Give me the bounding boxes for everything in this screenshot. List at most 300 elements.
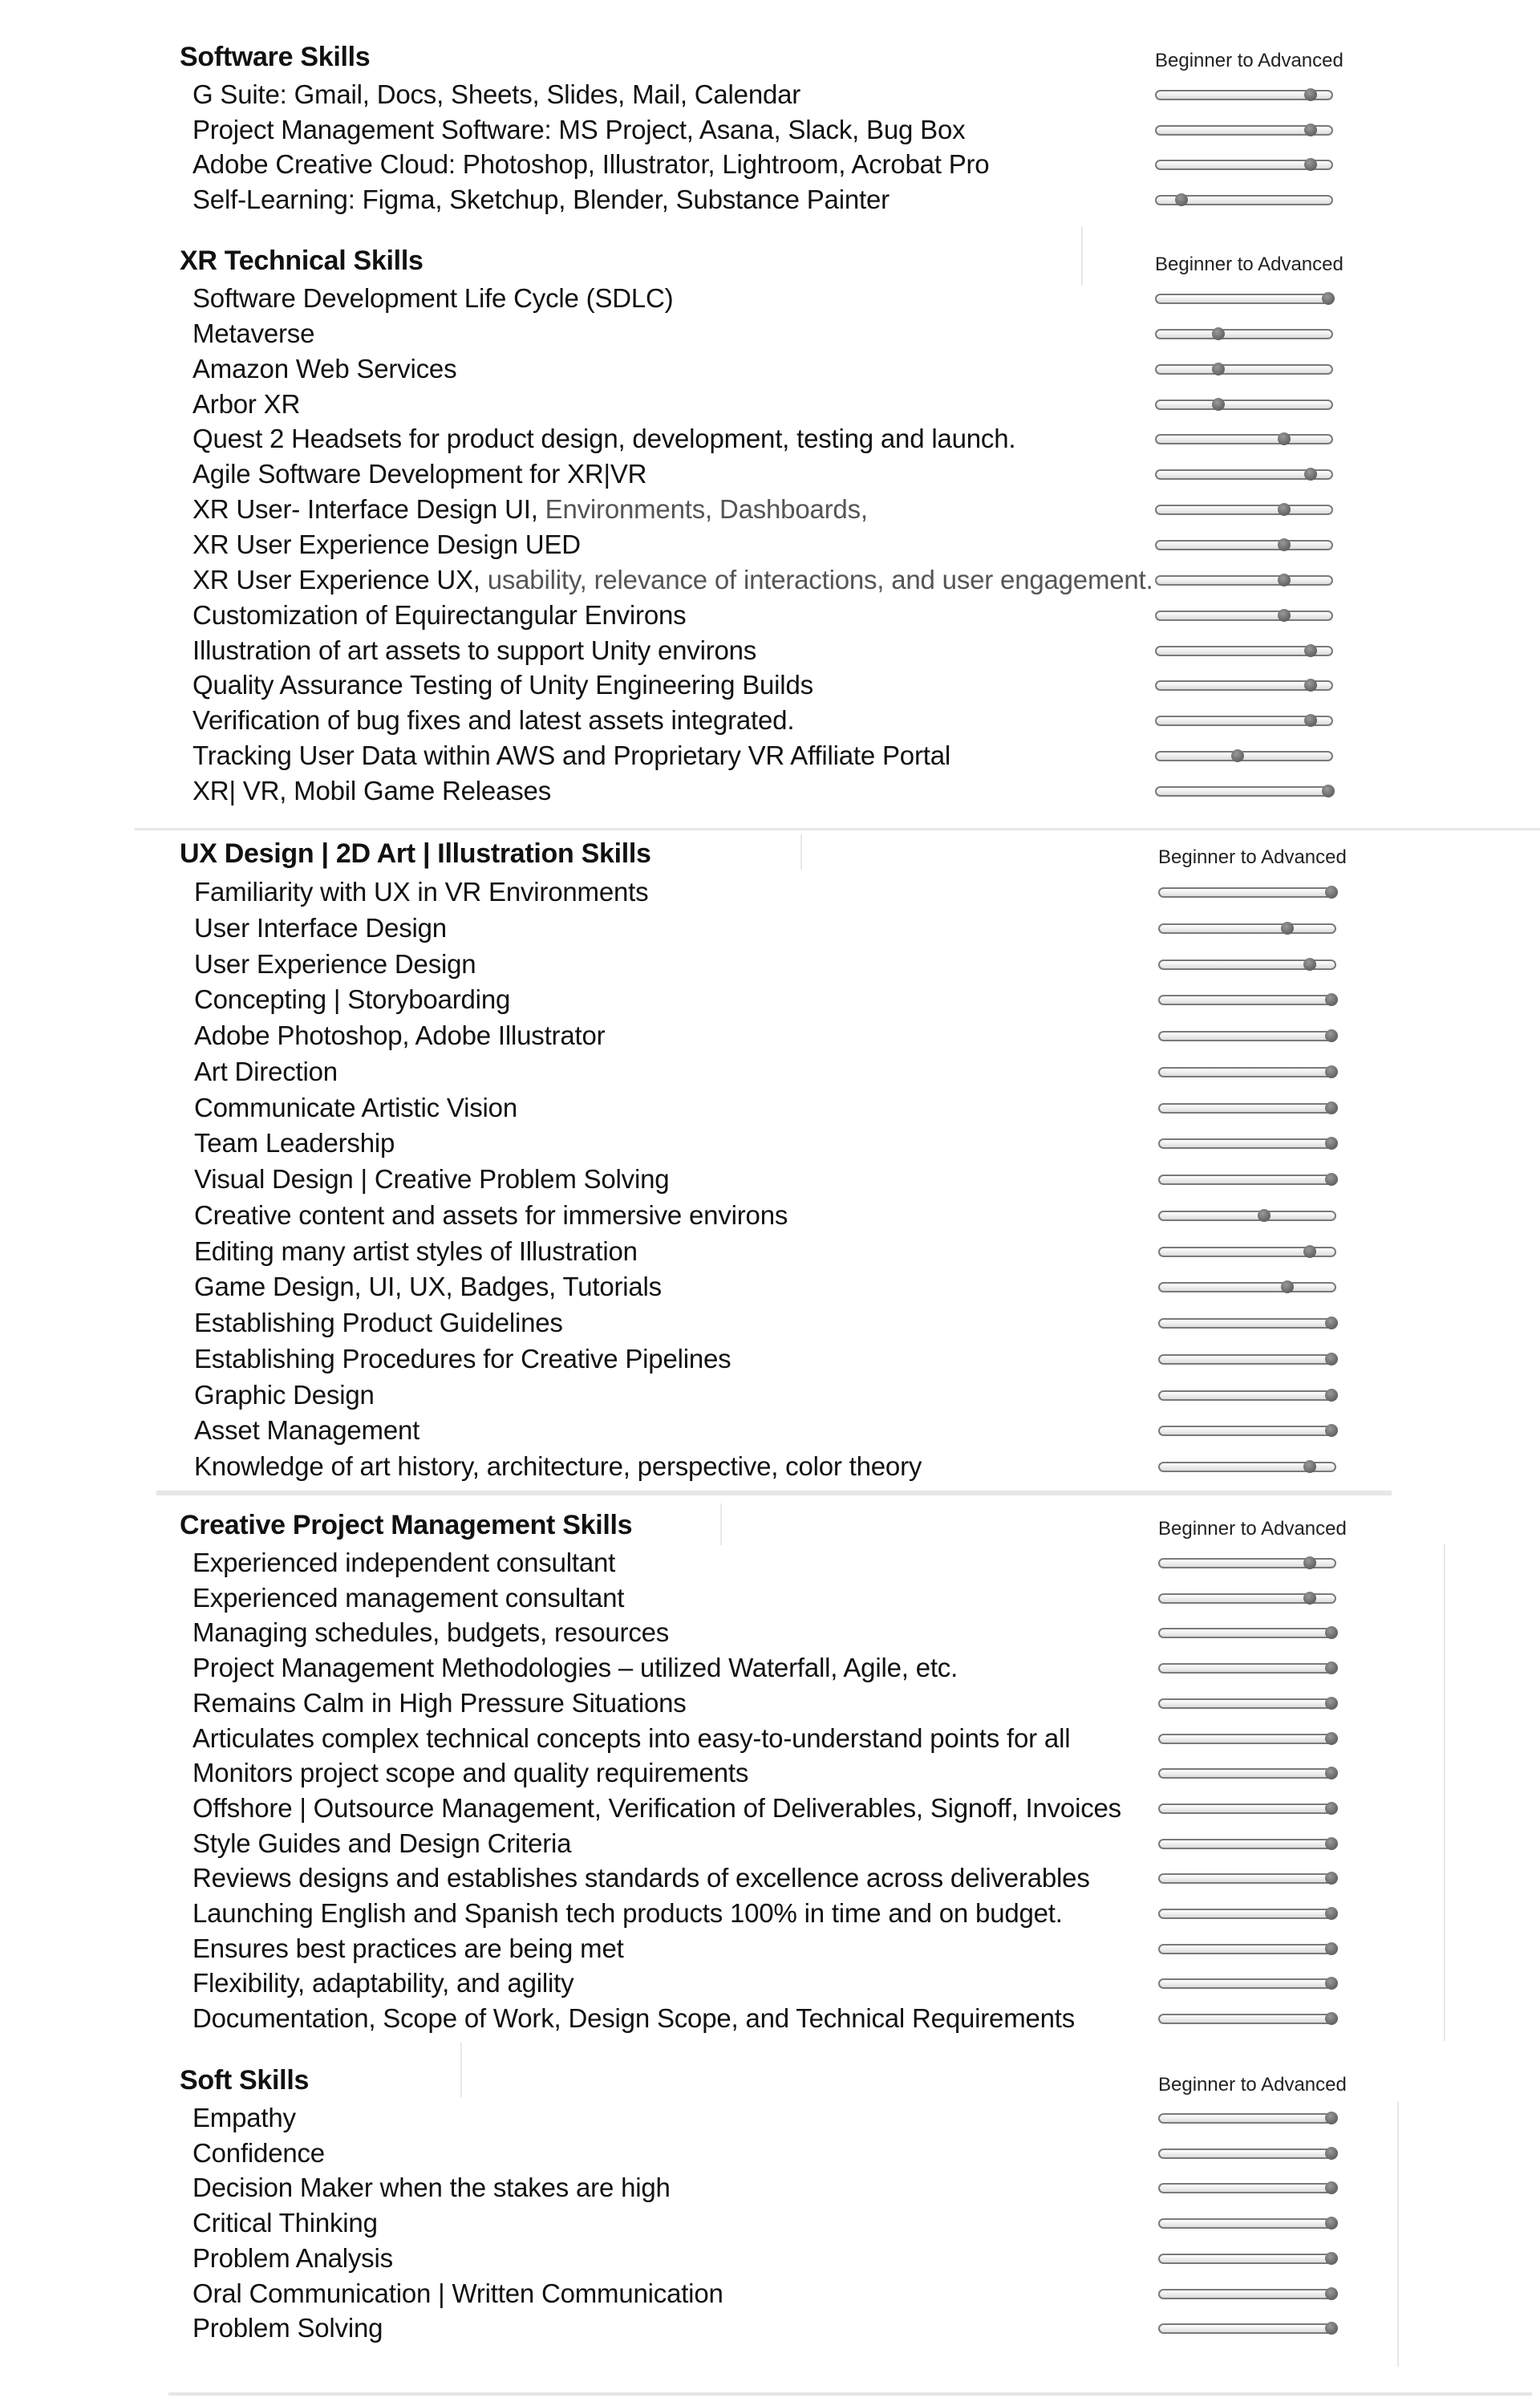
skill-label-text: Visual Design | Creative Problem Solving	[194, 1164, 670, 1194]
skill-level-slider	[1155, 751, 1331, 761]
slider-track	[1158, 1909, 1336, 1919]
skill-row	[0, 1413, 1540, 1448]
slider-knob	[1303, 1592, 1316, 1605]
skill-label	[192, 1615, 669, 1650]
skill-label-text: Style Guides and Design Criteria	[192, 1828, 572, 1858]
skill-row	[0, 2241, 1540, 2276]
slider-knob	[1325, 1353, 1338, 1365]
skill-label	[194, 1018, 605, 1053]
skill-label	[192, 1791, 1121, 1826]
skill-label-text: Confidence	[192, 2137, 325, 2168]
skill-label	[192, 492, 868, 527]
skill-label	[192, 562, 1153, 598]
skill-label	[192, 667, 813, 703]
skill-label-text: Reviews designs and establishes standards of excellence across deliverables	[192, 1863, 1090, 1893]
skill-label-text: Critical Thinking	[192, 2208, 378, 2238]
skill-label	[194, 1162, 669, 1197]
slider-track	[1158, 2254, 1336, 2264]
skill-label-text: Offshore | Outsource Management, Verification of Deliverables, Signoff, Invoices	[192, 1792, 1121, 1823]
slider-knob	[1325, 1802, 1338, 1815]
slider-track	[1158, 1426, 1336, 1436]
skill-level-slider	[1158, 1593, 1335, 1603]
skill-level-slider	[1155, 646, 1331, 655]
slider-track	[1155, 364, 1333, 375]
section-divider	[156, 1491, 1392, 1495]
skill-row	[0, 1791, 1540, 1826]
skill-row	[0, 281, 1540, 316]
skill-level-slider	[1158, 1698, 1335, 1708]
skill-label-text: Remains Calm in High Pressure Situations	[192, 1687, 687, 1718]
slider-knob	[1278, 574, 1291, 586]
skill-label-text: Customization of Equirectangular Environs	[192, 599, 687, 630]
skill-level-slider	[1155, 575, 1331, 585]
scale-label: Beginner to Advanced	[1158, 846, 1347, 868]
skill-row	[0, 2001, 1540, 2036]
slider-track	[1158, 2323, 1336, 2334]
skill-level-slider	[1158, 1390, 1335, 1400]
skill-label	[192, 2205, 378, 2241]
slider-track	[1158, 1768, 1336, 1779]
slider-track	[1158, 1318, 1336, 1329]
skill-label-text: Experienced management consultant	[192, 1582, 625, 1613]
skill-level-slider	[1158, 887, 1335, 897]
skill-label-text: Experienced independent consultant	[192, 1548, 616, 1577]
slider-track	[1158, 1138, 1336, 1149]
skill-label-text: Editing many artist styles of Illustration	[194, 1236, 638, 1266]
skill-level-slider	[1158, 2148, 1335, 2158]
vertical-rule	[1397, 2102, 1399, 2367]
skill-level-slider	[1158, 1462, 1335, 1471]
skill-level-slider	[1155, 469, 1331, 479]
skill-label	[192, 351, 456, 387]
skill-row	[0, 562, 1540, 598]
skill-row	[0, 1198, 1540, 1233]
skill-label-text: Managing schedules, budgets, resources	[192, 1617, 670, 1648]
slider-track	[1158, 2183, 1336, 2193]
slider-knob	[1325, 2287, 1338, 2300]
skill-row	[0, 1341, 1540, 1377]
skill-level-slider	[1158, 1663, 1335, 1673]
slider-knob	[1325, 1029, 1338, 1042]
skill-label	[192, 281, 673, 316]
skill-row	[0, 1378, 1540, 1413]
skill-level-slider	[1158, 1558, 1335, 1568]
skill-row	[0, 1931, 1540, 1966]
skill-label-text: Creative content and assets for immersive environs	[194, 1199, 788, 1230]
skill-label	[192, 1896, 1063, 1931]
slider-track	[1158, 1390, 1336, 1401]
skill-level-slider	[1158, 1247, 1335, 1256]
slider-knob	[1325, 1977, 1338, 1990]
skill-label-text: Agile Software Development for XR|VR	[192, 459, 647, 489]
skill-label-text: Team Leadership	[194, 1128, 395, 1158]
skill-label	[194, 1305, 563, 1341]
skill-row	[0, 633, 1540, 668]
vertical-rule	[460, 2043, 462, 2097]
slider-knob	[1212, 398, 1225, 411]
skill-label	[192, 2276, 723, 2311]
skill-level-slider	[1158, 1768, 1335, 1778]
slider-track	[1158, 1103, 1336, 1114]
skill-label-text: Documentation, Scope of Work, Design Scope, and Technical Requirements	[192, 2003, 1076, 2034]
skill-label-text: Project Management Methodologies – utilized Waterfall, Agile, etc.	[192, 1653, 958, 1683]
skill-row	[0, 982, 1540, 1017]
skill-row	[0, 316, 1540, 351]
slider-knob	[1258, 1209, 1270, 1222]
skill-label	[192, 1931, 624, 1966]
skill-row	[0, 492, 1540, 527]
slider-knob	[1325, 2217, 1338, 2230]
skill-label-text: Software Development Life Cycle (SDLC)	[192, 283, 674, 313]
skill-label-text: Art Direction	[194, 1056, 338, 1086]
skill-label	[192, 387, 300, 422]
skill-level-slider	[1158, 1103, 1335, 1113]
skill-level-slider	[1158, 1978, 1335, 1988]
skill-row	[0, 2170, 1540, 2205]
skill-label-text: Asset Management	[194, 1415, 420, 1446]
scale-label: Beginner to Advanced	[1155, 50, 1343, 71]
slider-track	[1158, 1698, 1336, 1709]
skill-level-slider	[1158, 1282, 1335, 1292]
skill-row	[0, 1090, 1540, 1126]
skill-level-slider	[1155, 364, 1331, 374]
skill-label	[194, 1449, 922, 1484]
slider-knob	[1325, 2181, 1338, 2194]
skill-row	[0, 456, 1540, 492]
skill-level-slider	[1158, 1873, 1335, 1883]
skill-level-slider	[1158, 1628, 1335, 1637]
skill-label-text: Communicate Artistic Vision	[194, 1092, 517, 1122]
skill-label-text: Problem Analysis	[192, 2242, 393, 2273]
skill-row	[0, 911, 1540, 946]
scale-label: Beginner to Advanced	[1158, 1518, 1347, 1540]
skill-row	[0, 351, 1540, 387]
skill-row	[0, 1018, 1540, 1053]
skill-label	[192, 703, 794, 738]
slider-knob	[1325, 1662, 1338, 1674]
skill-label	[194, 1198, 788, 1233]
slider-track	[1155, 751, 1333, 761]
skill-level-slider	[1158, 960, 1335, 969]
skill-label	[192, 2001, 1075, 2036]
skill-label-text: Tracking User Data within AWS and Proprietary VR Affiliate Portal	[192, 740, 950, 771]
skill-level-slider	[1158, 1734, 1335, 1743]
skill-row	[0, 1896, 1540, 1931]
skill-row	[0, 2276, 1540, 2311]
skill-label-text: Knowledge of art history, architecture, perspective, color theory	[194, 1451, 922, 1481]
slider-knob	[1325, 1102, 1338, 1114]
skill-row	[0, 874, 1540, 910]
skill-label	[192, 1650, 958, 1686]
skill-label-text: Illustration of art assets to support Unity environs	[192, 635, 757, 665]
skill-row	[0, 2100, 1540, 2136]
skill-label	[192, 1686, 687, 1721]
slider-track	[1158, 2113, 1336, 2124]
skill-level-slider	[1158, 1175, 1335, 1184]
skill-row	[0, 1721, 1540, 1756]
skill-label-text: Adobe Creative Cloud: Photoshop, Illustrator, Lightroom, Acrobat Pro	[192, 149, 990, 180]
scale-label: Beginner to Advanced	[1155, 254, 1343, 275]
skill-label	[192, 2136, 325, 2171]
vertical-rule	[800, 834, 802, 870]
slider-track	[1158, 1211, 1336, 1221]
slider-knob	[1325, 1697, 1338, 1710]
slider-knob	[1304, 124, 1317, 136]
slider-knob	[1325, 1389, 1338, 1402]
skill-row	[0, 147, 1540, 182]
skill-label-text: Decision Maker when the stakes are high	[192, 2173, 671, 2203]
skill-row	[0, 1305, 1540, 1341]
slider-track	[1158, 2014, 1336, 2024]
skill-label	[192, 2100, 296, 2136]
section-divider	[135, 828, 1540, 830]
skill-label	[192, 738, 950, 773]
vertical-rule	[1081, 226, 1083, 286]
skill-label-text: Establishing Procedures for Creative Pipelines	[194, 1343, 732, 1373]
section-divider	[168, 2392, 1532, 2396]
slider-knob	[1303, 958, 1316, 971]
skill-level-slider	[1155, 680, 1331, 690]
skill-level-slider	[1158, 1909, 1335, 1918]
slider-knob	[1325, 2147, 1338, 2160]
skill-level-slider	[1158, 1067, 1335, 1077]
skill-level-slider	[1158, 923, 1335, 933]
skill-level-slider	[1158, 1944, 1335, 1954]
skill-row	[0, 1580, 1540, 1616]
slider-knob	[1304, 644, 1317, 657]
skill-label	[192, 421, 1015, 456]
skill-label-text: Quality Assurance Testing of Unity Engineering Builds	[192, 670, 813, 700]
slider-knob	[1278, 609, 1291, 622]
skill-level-slider	[1155, 329, 1331, 339]
slider-knob	[1281, 922, 1294, 935]
slider-track	[1158, 1804, 1336, 1814]
skill-label-text: Flexibility, adaptability, and agility	[192, 1968, 574, 1998]
skill-label	[192, 773, 551, 809]
skill-label-text: Adobe Photoshop, Adobe Illustrator	[194, 1020, 606, 1050]
slider-track	[1155, 575, 1333, 586]
section-title: UX Design | 2D Art | Illustration Skills	[180, 838, 651, 869]
skill-row	[0, 1545, 1540, 1580]
skill-label-text: Amazon Web Services	[192, 353, 457, 383]
skill-row	[0, 598, 1540, 633]
slider-knob	[1325, 1424, 1338, 1437]
skill-label-text: Game Design, UI, UX, Badges, Tutorials	[194, 1272, 662, 1302]
skill-label	[192, 1826, 571, 1861]
skill-row	[0, 1449, 1540, 1484]
slider-knob	[1325, 1137, 1338, 1150]
skill-label	[194, 1341, 731, 1377]
skill-label-text: Verification of bug fixes and latest assets integrated.	[192, 705, 795, 736]
skill-label-text: Problem Solving	[192, 2313, 383, 2343]
slider-track	[1155, 400, 1333, 410]
skill-level-slider	[1155, 195, 1331, 205]
slider-track	[1158, 1354, 1336, 1365]
skill-label	[192, 2311, 383, 2346]
slider-knob	[1325, 1317, 1338, 1329]
slider-knob	[1325, 1732, 1338, 1745]
slider-track	[1158, 2148, 1336, 2159]
skill-level-slider	[1155, 434, 1331, 444]
slider-track	[1158, 1839, 1336, 1849]
skill-level-slider	[1158, 1318, 1335, 1328]
skill-level-slider	[1155, 786, 1331, 796]
skill-label-text: Familiarity with UX in VR Environments	[194, 877, 649, 907]
slider-track	[1158, 1175, 1336, 1185]
skill-label	[194, 1413, 419, 1448]
skill-level-slider	[1158, 1804, 1335, 1813]
slider-track	[1158, 2289, 1336, 2299]
skill-level-slider	[1155, 160, 1331, 169]
skill-label	[192, 1966, 573, 2001]
skill-row	[0, 1126, 1540, 1161]
skill-row	[0, 1162, 1540, 1197]
skill-level-slider	[1158, 1839, 1335, 1848]
skill-level-slider	[1158, 2218, 1335, 2228]
skill-label-text: Concepting | Storyboarding	[194, 984, 511, 1015]
slider-knob	[1278, 538, 1291, 551]
skill-row	[0, 703, 1540, 738]
slider-knob	[1325, 1626, 1338, 1639]
skill-label	[192, 633, 756, 668]
skill-row	[0, 387, 1540, 422]
slider-track	[1158, 887, 1336, 898]
slider-knob	[1325, 2252, 1338, 2265]
skill-label-text: Oral Communication | Written Communication	[192, 2278, 723, 2308]
slider-knob	[1325, 886, 1338, 899]
vertical-rule	[720, 1503, 722, 1545]
skill-label	[194, 982, 510, 1017]
skill-label-extra: usability, relevance of interactions, and user engagement.	[487, 564, 1153, 594]
skill-label-text: User Experience Design	[194, 948, 476, 979]
skill-label	[194, 1126, 395, 1161]
slider-track	[1158, 1628, 1336, 1638]
skill-label-text: XR| VR, Mobil Game Releases	[192, 775, 551, 805]
slider-track	[1155, 611, 1333, 621]
skill-level-slider	[1155, 611, 1331, 620]
slider-track	[1158, 1734, 1336, 1744]
skill-label-text: XR User- Interface Design UI,	[192, 494, 545, 525]
slider-knob	[1322, 785, 1335, 797]
scale-label: Beginner to Advanced	[1158, 2074, 1347, 2096]
skill-row	[0, 2136, 1540, 2171]
skill-label-text: Ensures best practices are being met	[192, 1933, 624, 1963]
skill-label-text: Quest 2 Headsets for product design, development, testing and launch.	[192, 424, 1016, 454]
skill-label	[192, 182, 890, 217]
skill-row	[0, 1269, 1540, 1304]
skill-label	[192, 598, 686, 633]
skill-level-slider	[1155, 505, 1331, 514]
slider-track	[1155, 434, 1333, 444]
slider-track	[1158, 1067, 1336, 1077]
slider-track	[1155, 329, 1333, 339]
slider-track	[1158, 1031, 1336, 1041]
slider-knob	[1325, 1767, 1338, 1779]
skill-level-slider	[1158, 1211, 1335, 1220]
skill-label	[192, 147, 989, 182]
slider-track	[1158, 1663, 1336, 1674]
section-title: Soft Skills	[180, 2065, 310, 2096]
slider-track	[1155, 505, 1333, 515]
slider-knob	[1325, 993, 1338, 1006]
skill-label	[192, 316, 314, 351]
skill-label	[192, 1860, 1090, 1896]
slider-track	[1158, 2218, 1336, 2229]
skill-row	[0, 421, 1540, 456]
skill-row	[0, 2205, 1540, 2241]
skill-label	[192, 1545, 615, 1580]
skill-row	[0, 1966, 1540, 2001]
skill-level-slider	[1158, 2183, 1335, 2193]
skill-row	[0, 1686, 1540, 1721]
slider-knob	[1325, 1872, 1338, 1885]
skill-label	[192, 1721, 1070, 1756]
skill-level-slider	[1158, 2014, 1335, 2023]
skill-level-slider	[1158, 2323, 1335, 2333]
skill-level-slider	[1158, 1354, 1335, 1364]
skill-level-slider	[1158, 1138, 1335, 1148]
skill-label-text: Monitors project scope and quality requirements	[192, 1758, 749, 1788]
skill-level-slider	[1158, 995, 1335, 1004]
slider-track	[1158, 1978, 1336, 1989]
skill-label-extra: Environments, Dashboards,	[545, 494, 868, 525]
skill-row	[0, 667, 1540, 703]
slider-track	[1155, 786, 1333, 797]
skill-label	[192, 2170, 671, 2205]
slider-knob	[1325, 1837, 1338, 1850]
slider-knob	[1175, 193, 1188, 206]
slider-knob	[1303, 1556, 1316, 1569]
skill-row	[0, 182, 1540, 217]
slider-knob	[1303, 1460, 1316, 1473]
skill-row	[0, 77, 1540, 112]
skill-row	[0, 112, 1540, 148]
skill-label-text: G Suite: Gmail, Docs, Sheets, Slides, Mail, Calendar	[192, 79, 801, 109]
skill-label	[192, 1755, 748, 1791]
slider-knob	[1212, 363, 1225, 375]
slider-track	[1155, 294, 1333, 304]
skill-label	[192, 2241, 393, 2276]
slider-knob	[1278, 503, 1291, 516]
slider-knob	[1325, 1065, 1338, 1078]
skill-label	[192, 456, 646, 492]
slider-track	[1158, 1944, 1336, 1954]
slider-knob	[1325, 1942, 1338, 1955]
skill-label	[194, 911, 447, 946]
slider-knob	[1212, 327, 1225, 340]
skill-label	[194, 874, 648, 910]
slider-knob	[1325, 2012, 1338, 2025]
skill-row	[0, 1650, 1540, 1686]
skill-label-text: Metaverse	[192, 318, 315, 348]
slider-knob	[1304, 88, 1317, 101]
skill-label-text: Launching English and Spanish tech products 100% in time and on budget.	[192, 1898, 1063, 1928]
slider-knob	[1325, 1173, 1338, 1186]
slider-track	[1158, 923, 1336, 934]
skill-label	[194, 947, 476, 982]
skill-label-text: Empathy	[192, 2103, 296, 2132]
section-title: Software Skills	[180, 42, 371, 72]
skill-label	[192, 1580, 624, 1616]
slider-knob	[1325, 2322, 1338, 2335]
skill-row	[0, 1615, 1540, 1650]
section-title: XR Technical Skills	[180, 245, 424, 276]
slider-track	[1158, 995, 1336, 1005]
skill-label-text: Graphic Design	[194, 1379, 375, 1410]
skill-label-text: User Interface Design	[194, 912, 447, 943]
skill-row	[0, 1826, 1540, 1861]
skill-row	[0, 773, 1540, 809]
